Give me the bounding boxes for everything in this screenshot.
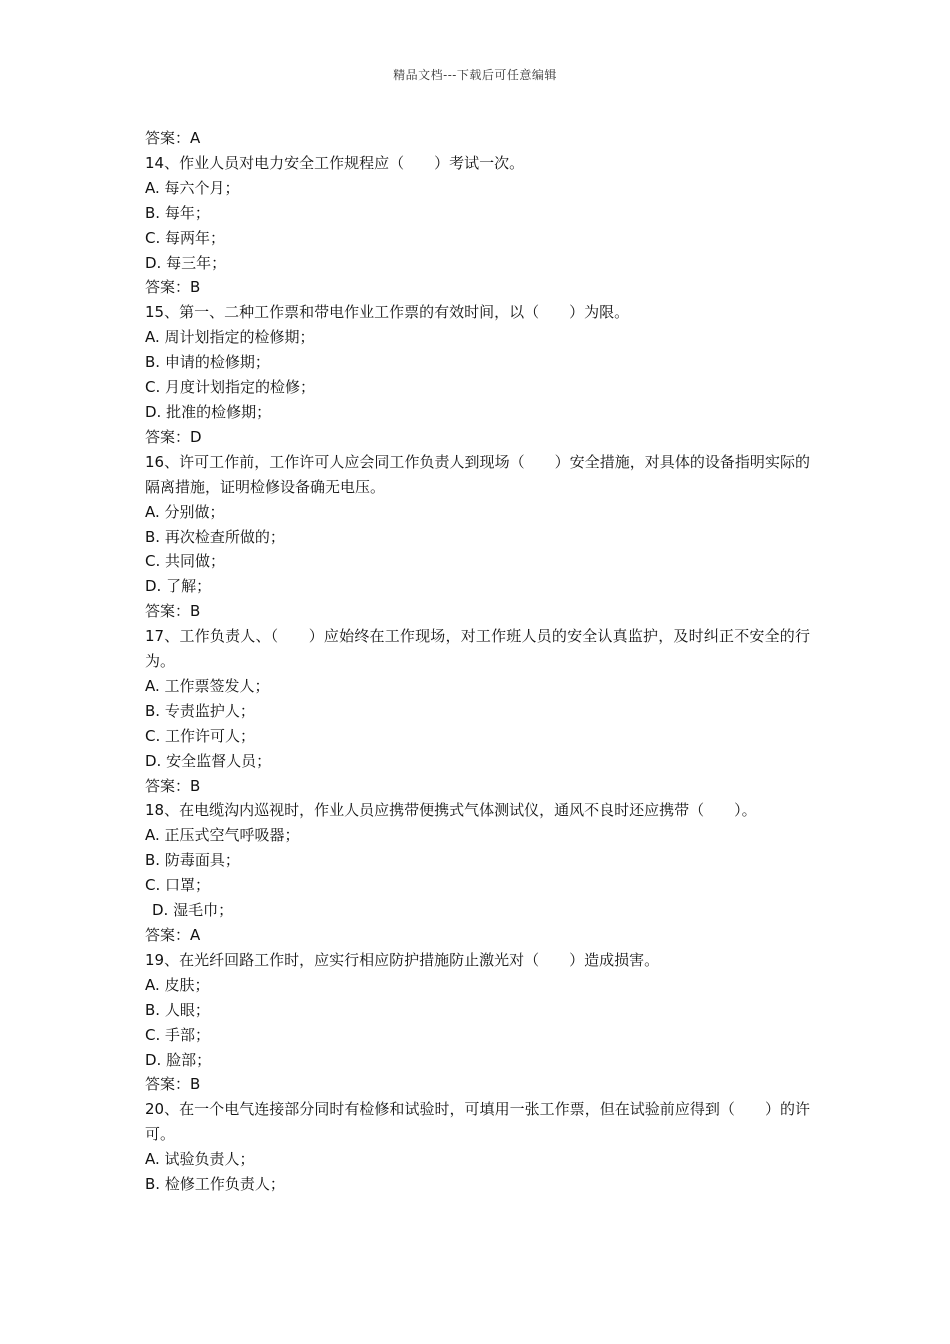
option-line: A. 试验负责人； (145, 1150, 255, 1169)
option-line: C. 手部； (145, 1025, 211, 1044)
option-line: B. 检修工作负责人； (145, 1175, 285, 1194)
question-text: 15、第一、二种工作票和带电作业工作票的有效时间，以（ ）为限。 (145, 303, 630, 322)
answer-line: 答案：B (145, 776, 201, 795)
question-text: 19、在光纤回路工作时，应实行相应防护措施防止激光对（ ）造成损害。 (145, 950, 660, 969)
option-line: A. 分别做； (145, 502, 225, 521)
question-text: 20、在一个电气连接部分同时有检修和试验时，可填用一张工作票，但在试验前应得到（ ）的许可。 (145, 1100, 810, 1144)
answer-line: 答案：B (145, 278, 201, 297)
option-line: D. 湿毛巾； (152, 901, 234, 920)
document-body (145, 126, 810, 1197)
option-line: C. 月度计划指定的检修； (145, 378, 316, 397)
option-line: B. 专责监护人； (145, 701, 255, 720)
option-line: B. 人眼； (145, 1000, 210, 1019)
option-line: D. 安全监督人员； (145, 751, 272, 770)
question-text: 14、作业人员对电力安全工作规程应（ ）考试一次。 (145, 153, 525, 172)
option-line: C. 工作许可人； (145, 726, 256, 745)
answer-line: 答案：A (145, 926, 201, 944)
option-line: A. 正压式空气呼吸器； (145, 826, 300, 845)
option-line: A. 皮肤； (145, 975, 210, 994)
question-text: 16、许可工作前，工作许可人应会同工作负责人到现场（ ）安全措施，对具体的设备指明实际的隔离措施，证明检修设备确无电压。 (145, 452, 810, 496)
answer-line: 答案：D (145, 427, 202, 446)
option-line: C. 共同做； (145, 552, 226, 571)
option-line: D. 每三年； (145, 253, 227, 272)
page-header: 精品文档---下载后可任意编辑 (393, 68, 557, 82)
option-line: B. 每年； (145, 203, 210, 222)
answer-line: 答案：B (145, 1075, 201, 1094)
option-line: D. 脸部； (145, 1050, 212, 1069)
option-line: B. 再次检查所做的； (145, 527, 285, 546)
option-line: D. 了解； (145, 577, 212, 596)
option-line: C. 每两年； (145, 228, 226, 247)
option-line: D. 批准的检修期； (145, 402, 272, 421)
option-line: A. 工作票签发人； (145, 676, 270, 695)
answer-line: 答案：B (145, 602, 201, 621)
question-text: 17、工作负责人、（ ）应始终在工作现场，对工作班人员的安全认真监护，及时纠正不安全的行为。 (145, 627, 810, 671)
answer-line: 答案：A (145, 129, 201, 147)
option-line: A. 周计划指定的检修期； (145, 328, 315, 347)
question-text: 18、在电缆沟内巡视时，作业人员应携带便携式气体测试仪，通风不良时还应携带（ ）。 (145, 801, 757, 820)
option-line: C. 口罩； (145, 876, 211, 895)
option-line: A. 每六个月； (145, 178, 240, 197)
option-line: B. 申请的检修期； (145, 353, 270, 372)
option-line: B. 防毒面具； (145, 851, 240, 870)
